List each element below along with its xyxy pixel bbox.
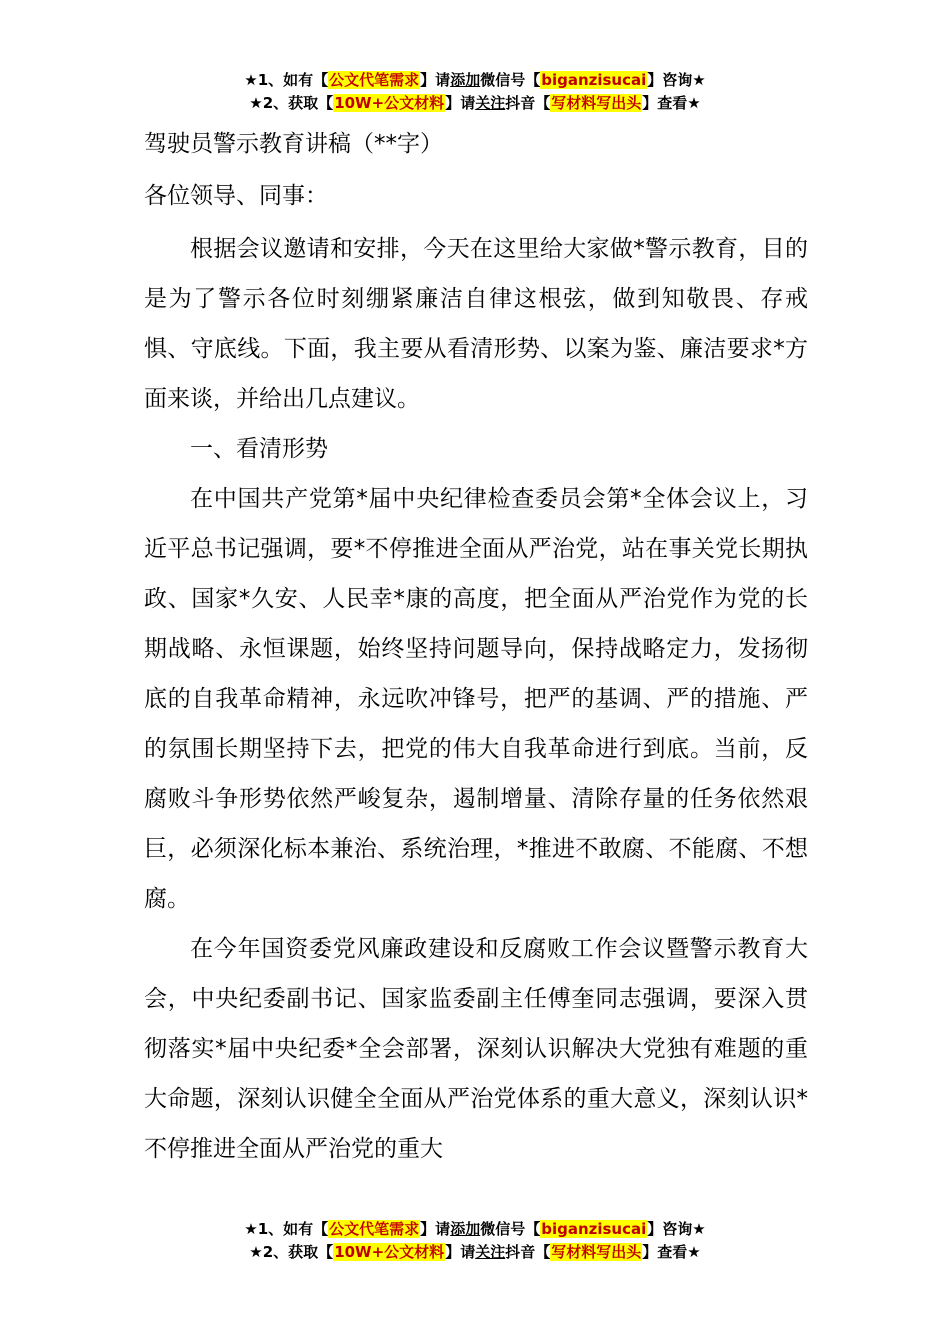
banner-line-2 bbox=[0, 92, 950, 115]
banner-text: 抖音【 bbox=[505, 1243, 551, 1261]
banner-line-1 bbox=[0, 69, 950, 92]
banner-underlined-text: 关注 bbox=[475, 1243, 506, 1261]
banner-text: ★1、如有【 bbox=[244, 71, 329, 89]
intro-paragraph: 根据会议邀请和安排，今天在这里给大家做*警示教育，目的是为了警示各位时刻绷紧廉洁自律这根弦，做到知敬畏、存戒惧、守底线。下面，我主要从看清形势、以案为鉴、廉洁要求*方面来谈，并给出几点建议。 bbox=[144, 236, 808, 412]
banner-text: 】请 bbox=[420, 71, 451, 89]
banner-highlight: 公文代笔需求 bbox=[329, 1220, 420, 1238]
footer-banner bbox=[0, 1218, 950, 1264]
salutation: 各位领导、同事： bbox=[144, 183, 328, 209]
banner-text: 】咨询★ bbox=[647, 71, 706, 89]
banner-highlight: 10W+公文材料 bbox=[334, 1243, 445, 1261]
banner-text: 】请 bbox=[445, 94, 476, 112]
banner-highlight: 写材料写出头 bbox=[551, 94, 642, 112]
section-heading: 一、看清形势 bbox=[190, 436, 328, 462]
body-paragraph: 在中国共产党第*届中央纪律检查委员会第*全体会议上，习近平总书记强调，要*不停推进全面从严治党，站在事关党长期执政、国家*久安、人民幸*康的高度，把全面从严治党作为党的长期战略、永恒课题，始终坚持问题导向，保持战略定力，发扬彻底的自我革命精神，永远吹冲锋号，把严的基调、严的措施、严的氛围长期坚持下去，把党的伟大自我革命进行到底。当前，反腐败斗争形势依然严峻复杂，遏制增量、清除存量的任务依然艰巨，必须深化标本兼治、系统治理，*推进不敢腐、不能腐、不想腐。 bbox=[144, 486, 808, 912]
document-title: 驾驶员警示教育讲稿（**字） bbox=[144, 131, 443, 157]
banner-highlight: biganzisucai bbox=[541, 1220, 647, 1238]
banner-text: 】查看★ bbox=[642, 1243, 701, 1261]
banner-text: ★2、获取【 bbox=[249, 94, 334, 112]
banner-underlined-text: 关注 bbox=[475, 94, 506, 112]
banner-highlight: biganzisucai bbox=[541, 71, 647, 89]
banner-text: 抖音【 bbox=[505, 94, 551, 112]
banner-line-1 bbox=[0, 1218, 950, 1241]
header-banner bbox=[0, 69, 950, 115]
document-body bbox=[144, 124, 808, 1174]
body-paragraph: 在今年国资委党风廉政建设和反腐败工作会议暨警示教育大会，中央纪委副书记、国家监委副主任傅奎同志强调，要深入贯彻落实*届中央纪委*全会部署，深刻认识解决大党独有难题的重大命题，深刻认识健全全面从严治党体系的重大意义，深刻认识*不停推进全面从严治党的重大 bbox=[144, 936, 808, 1162]
banner-text: 微信号【 bbox=[480, 71, 541, 89]
banner-highlight: 10W+公文材料 bbox=[334, 94, 445, 112]
banner-text: 微信号【 bbox=[480, 1220, 541, 1238]
banner-text: 】咨询★ bbox=[647, 1220, 706, 1238]
banner-highlight: 写材料写出头 bbox=[551, 1243, 642, 1261]
banner-text: 】请 bbox=[445, 1243, 476, 1261]
banner-underlined-text: 添加 bbox=[450, 1220, 481, 1238]
banner-line-2 bbox=[0, 1241, 950, 1264]
banner-text: 】请 bbox=[420, 1220, 451, 1238]
banner-highlight: 公文代笔需求 bbox=[329, 71, 420, 89]
banner-underlined-text: 添加 bbox=[450, 71, 481, 89]
banner-text: 】查看★ bbox=[642, 94, 701, 112]
banner-text: ★2、获取【 bbox=[249, 1243, 334, 1261]
banner-text: ★1、如有【 bbox=[244, 1220, 329, 1238]
